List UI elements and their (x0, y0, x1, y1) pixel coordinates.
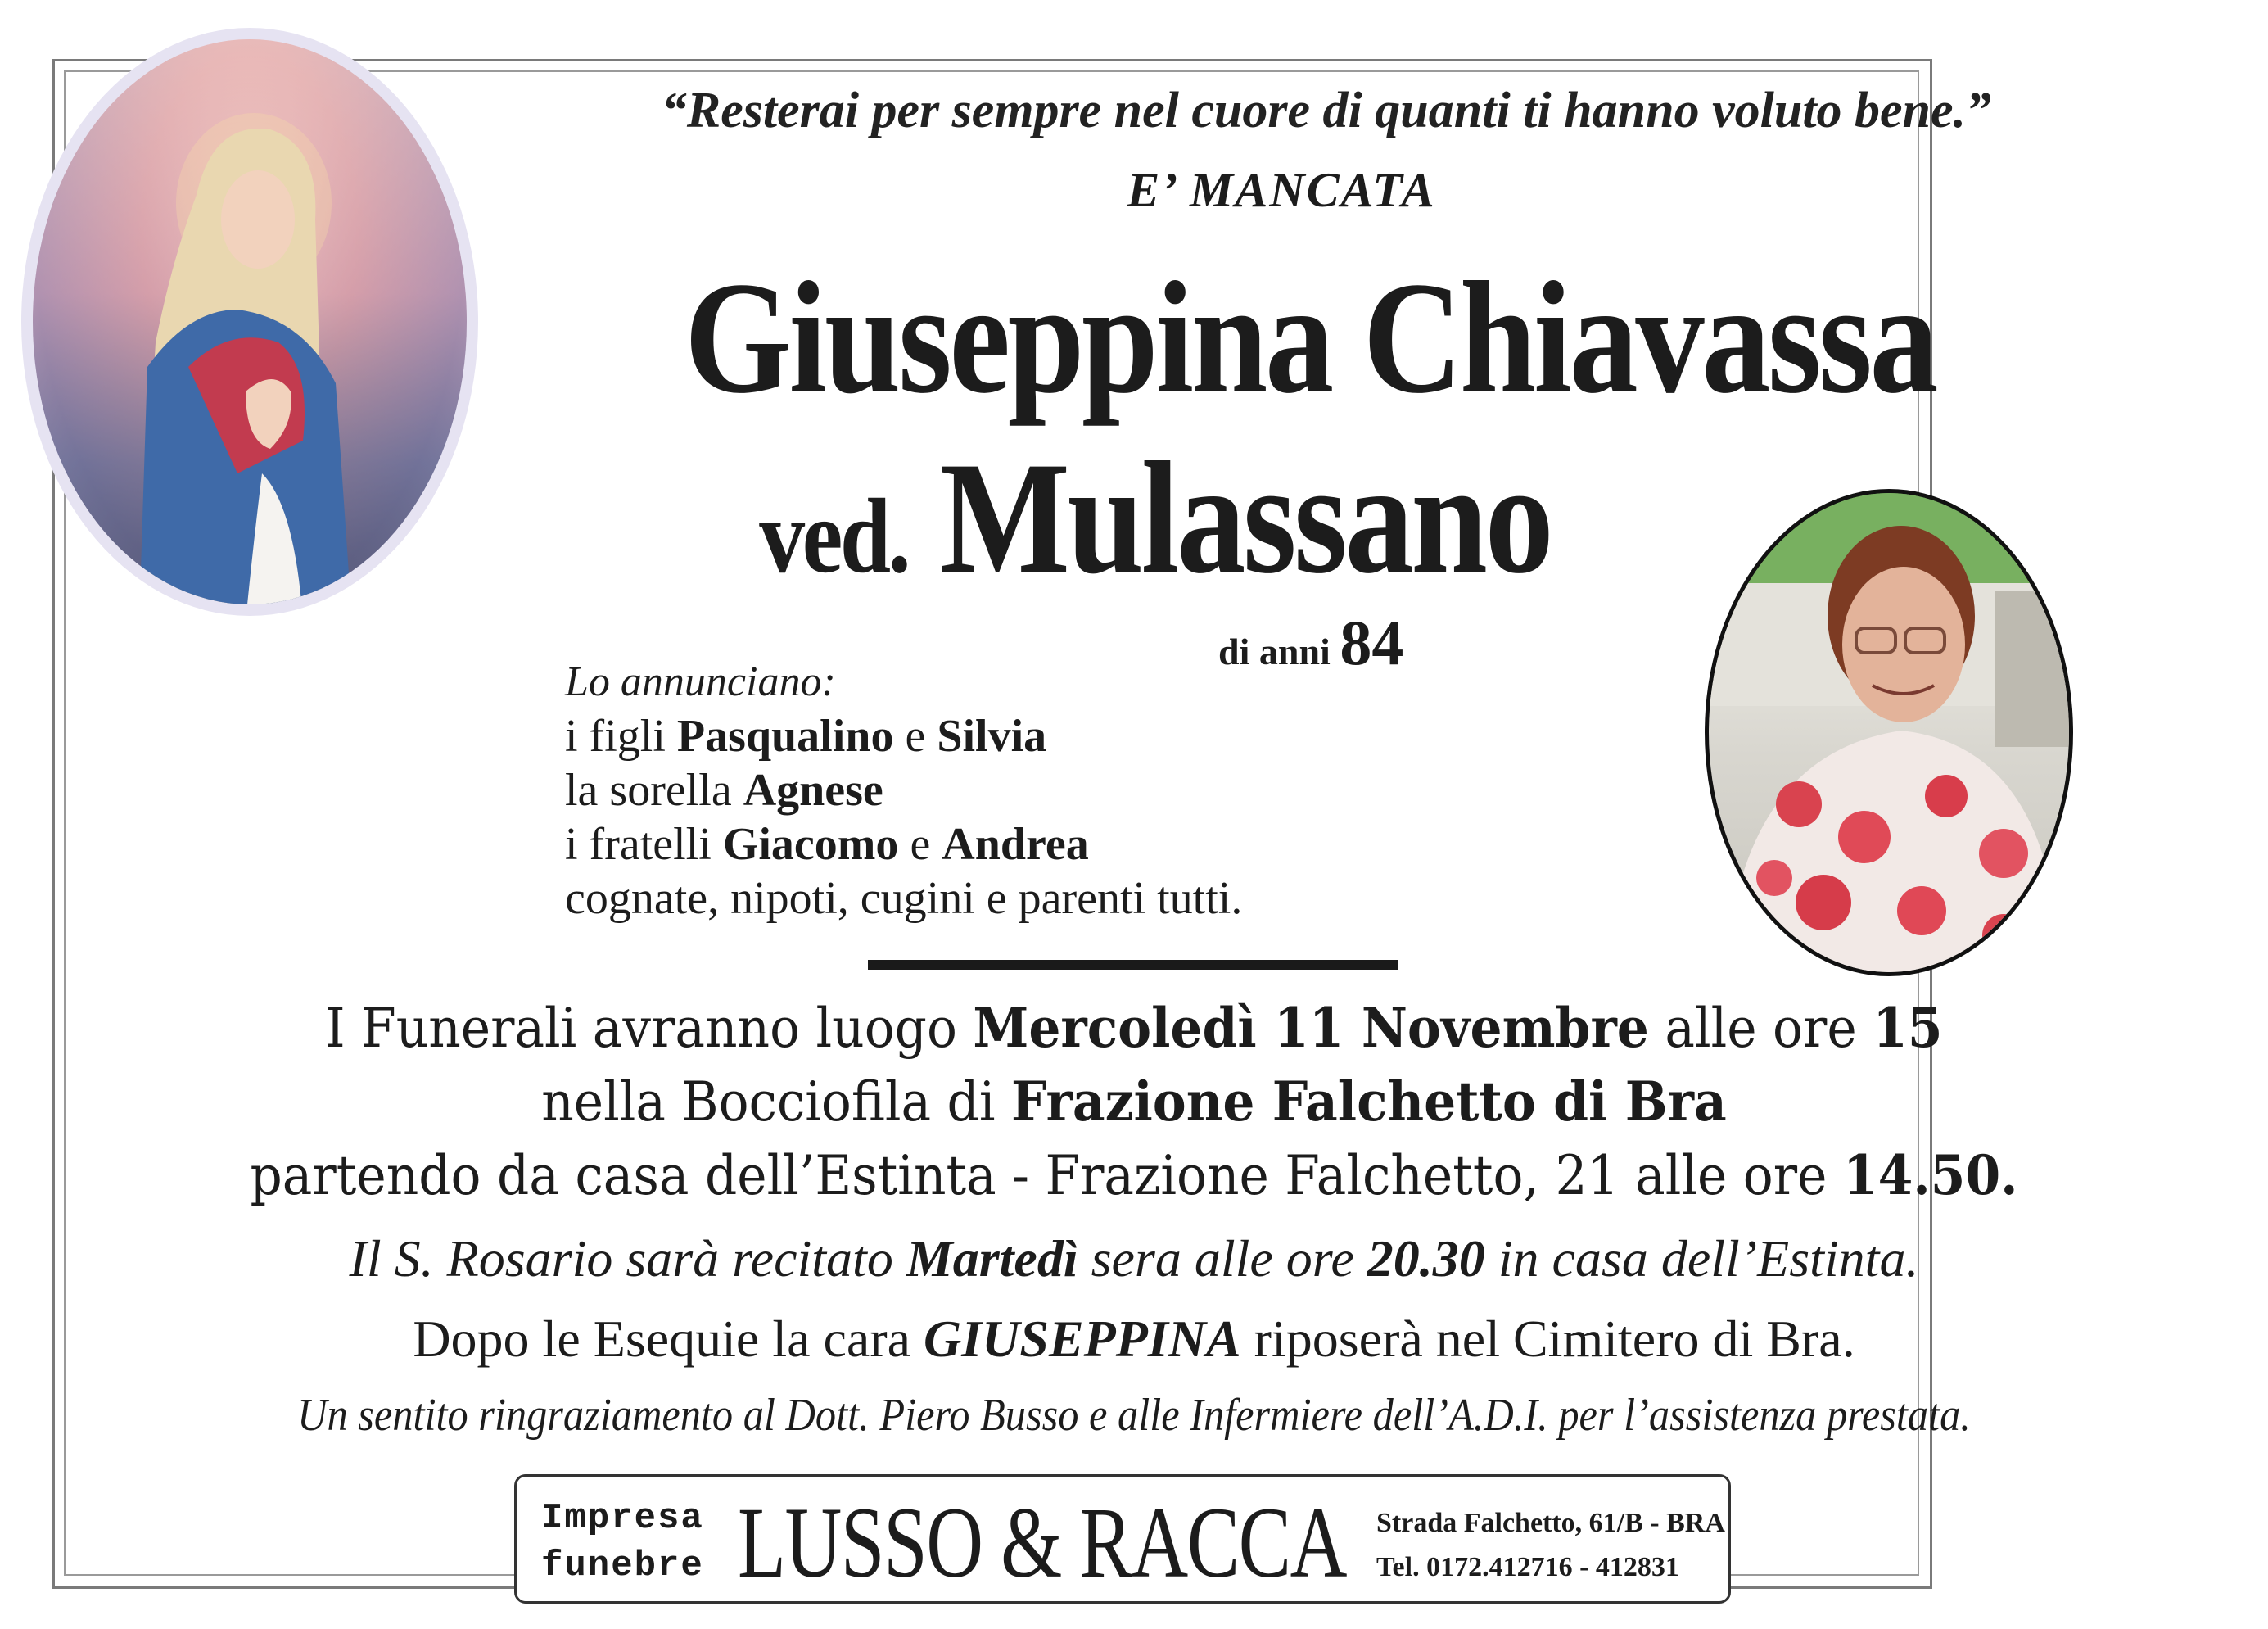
company-phone: Tel. 0172.412716 - 412831 (1376, 1552, 1679, 1582)
age-line (1218, 606, 1403, 680)
company-label (541, 1495, 704, 1590)
brother-name: Andrea (942, 819, 1089, 870)
text: Dopo le Esequie la cara (413, 1310, 911, 1368)
rosary-time: 20.30 (1367, 1229, 1485, 1287)
funeral-place: Frazione Falchetto di Bra (1010, 1070, 1727, 1134)
thanks-line: Un sentito ringraziamento al Dott. Piero Busso e alle Infermiere dell’A.D.I. per l’assistenza prestata. (297, 1390, 1971, 1441)
married-surname: Mulassano (939, 429, 1552, 607)
funeral-company-box (514, 1474, 1731, 1604)
sister-prefix: la sorella (565, 765, 732, 816)
text: . (2000, 1143, 2018, 1207)
company-address: Strada Falchetto, 61/B - BRA (1376, 1508, 1725, 1538)
company-label-line: funebre (541, 1545, 704, 1586)
sister-line (565, 763, 1242, 817)
widow-prefix: ved. (759, 477, 909, 595)
rosary-line (0, 1229, 2268, 1289)
children-prefix: i figli (565, 711, 666, 762)
rosary-day: Martedì (906, 1229, 1078, 1287)
announcers-heading: Lo annunciano: (565, 658, 836, 705)
burial-line (0, 1309, 2268, 1369)
text: in casa dell’Estinta. (1498, 1229, 1919, 1287)
text: riposerà nel Cimitero di Bra. (1254, 1310, 1855, 1368)
company-contact (1376, 1501, 1725, 1590)
brothers-prefix: i fratelli (565, 819, 712, 870)
joiner: e (910, 819, 931, 870)
age-value: 84 (1340, 607, 1404, 678)
brothers-line (565, 817, 1242, 871)
memorial-quote: “Resterai per sempre nel cuore di quanti ti hanno voluto bene.” (661, 83, 1992, 138)
text: alle ore (1665, 997, 1857, 1060)
company-label-line: Impresa (541, 1498, 704, 1539)
children-line (565, 709, 1242, 763)
child-name: Pasqualino (676, 711, 894, 762)
joiner: e (905, 711, 926, 762)
separator-rule (868, 960, 1398, 970)
funeral-place-line (79, 1070, 2189, 1134)
married-name (159, 426, 2109, 610)
text: Il S. Rosario sarà recitato (349, 1229, 893, 1287)
text: sera alle ore (1091, 1229, 1354, 1287)
company-name: LUSSO & RACCA (738, 1486, 1346, 1599)
funeral-date: Mercoledì 11 Novembre (973, 996, 1649, 1060)
departure-line (79, 1143, 2189, 1207)
age-label: di anni (1218, 631, 1331, 672)
text: I Funerali avranno luogo (325, 997, 957, 1060)
passed-away-heading: E’ MANCATA (1127, 163, 1436, 217)
funeral-time: 15 (1873, 996, 1943, 1060)
deceased-first-name: GIUSEPPINA (924, 1310, 1241, 1368)
text: partendo da casa dell’Estinta - Frazione Falchetto, 21 alle ore (250, 1144, 1828, 1207)
child-name: Silvia (937, 711, 1047, 762)
funeral-date-line (79, 996, 2189, 1060)
departure-time: 14.50 (1842, 1143, 2001, 1207)
sister-name: Agnese (743, 765, 883, 816)
deceased-name: Giuseppina Chiavassa (684, 249, 1936, 427)
brother-name: Giacomo (722, 819, 899, 870)
family-announcement (565, 655, 1242, 925)
text: nella Bocciofila di (541, 1070, 996, 1134)
relatives-line: cognate, nipoti, cugini e parenti tutti. (565, 873, 1243, 924)
